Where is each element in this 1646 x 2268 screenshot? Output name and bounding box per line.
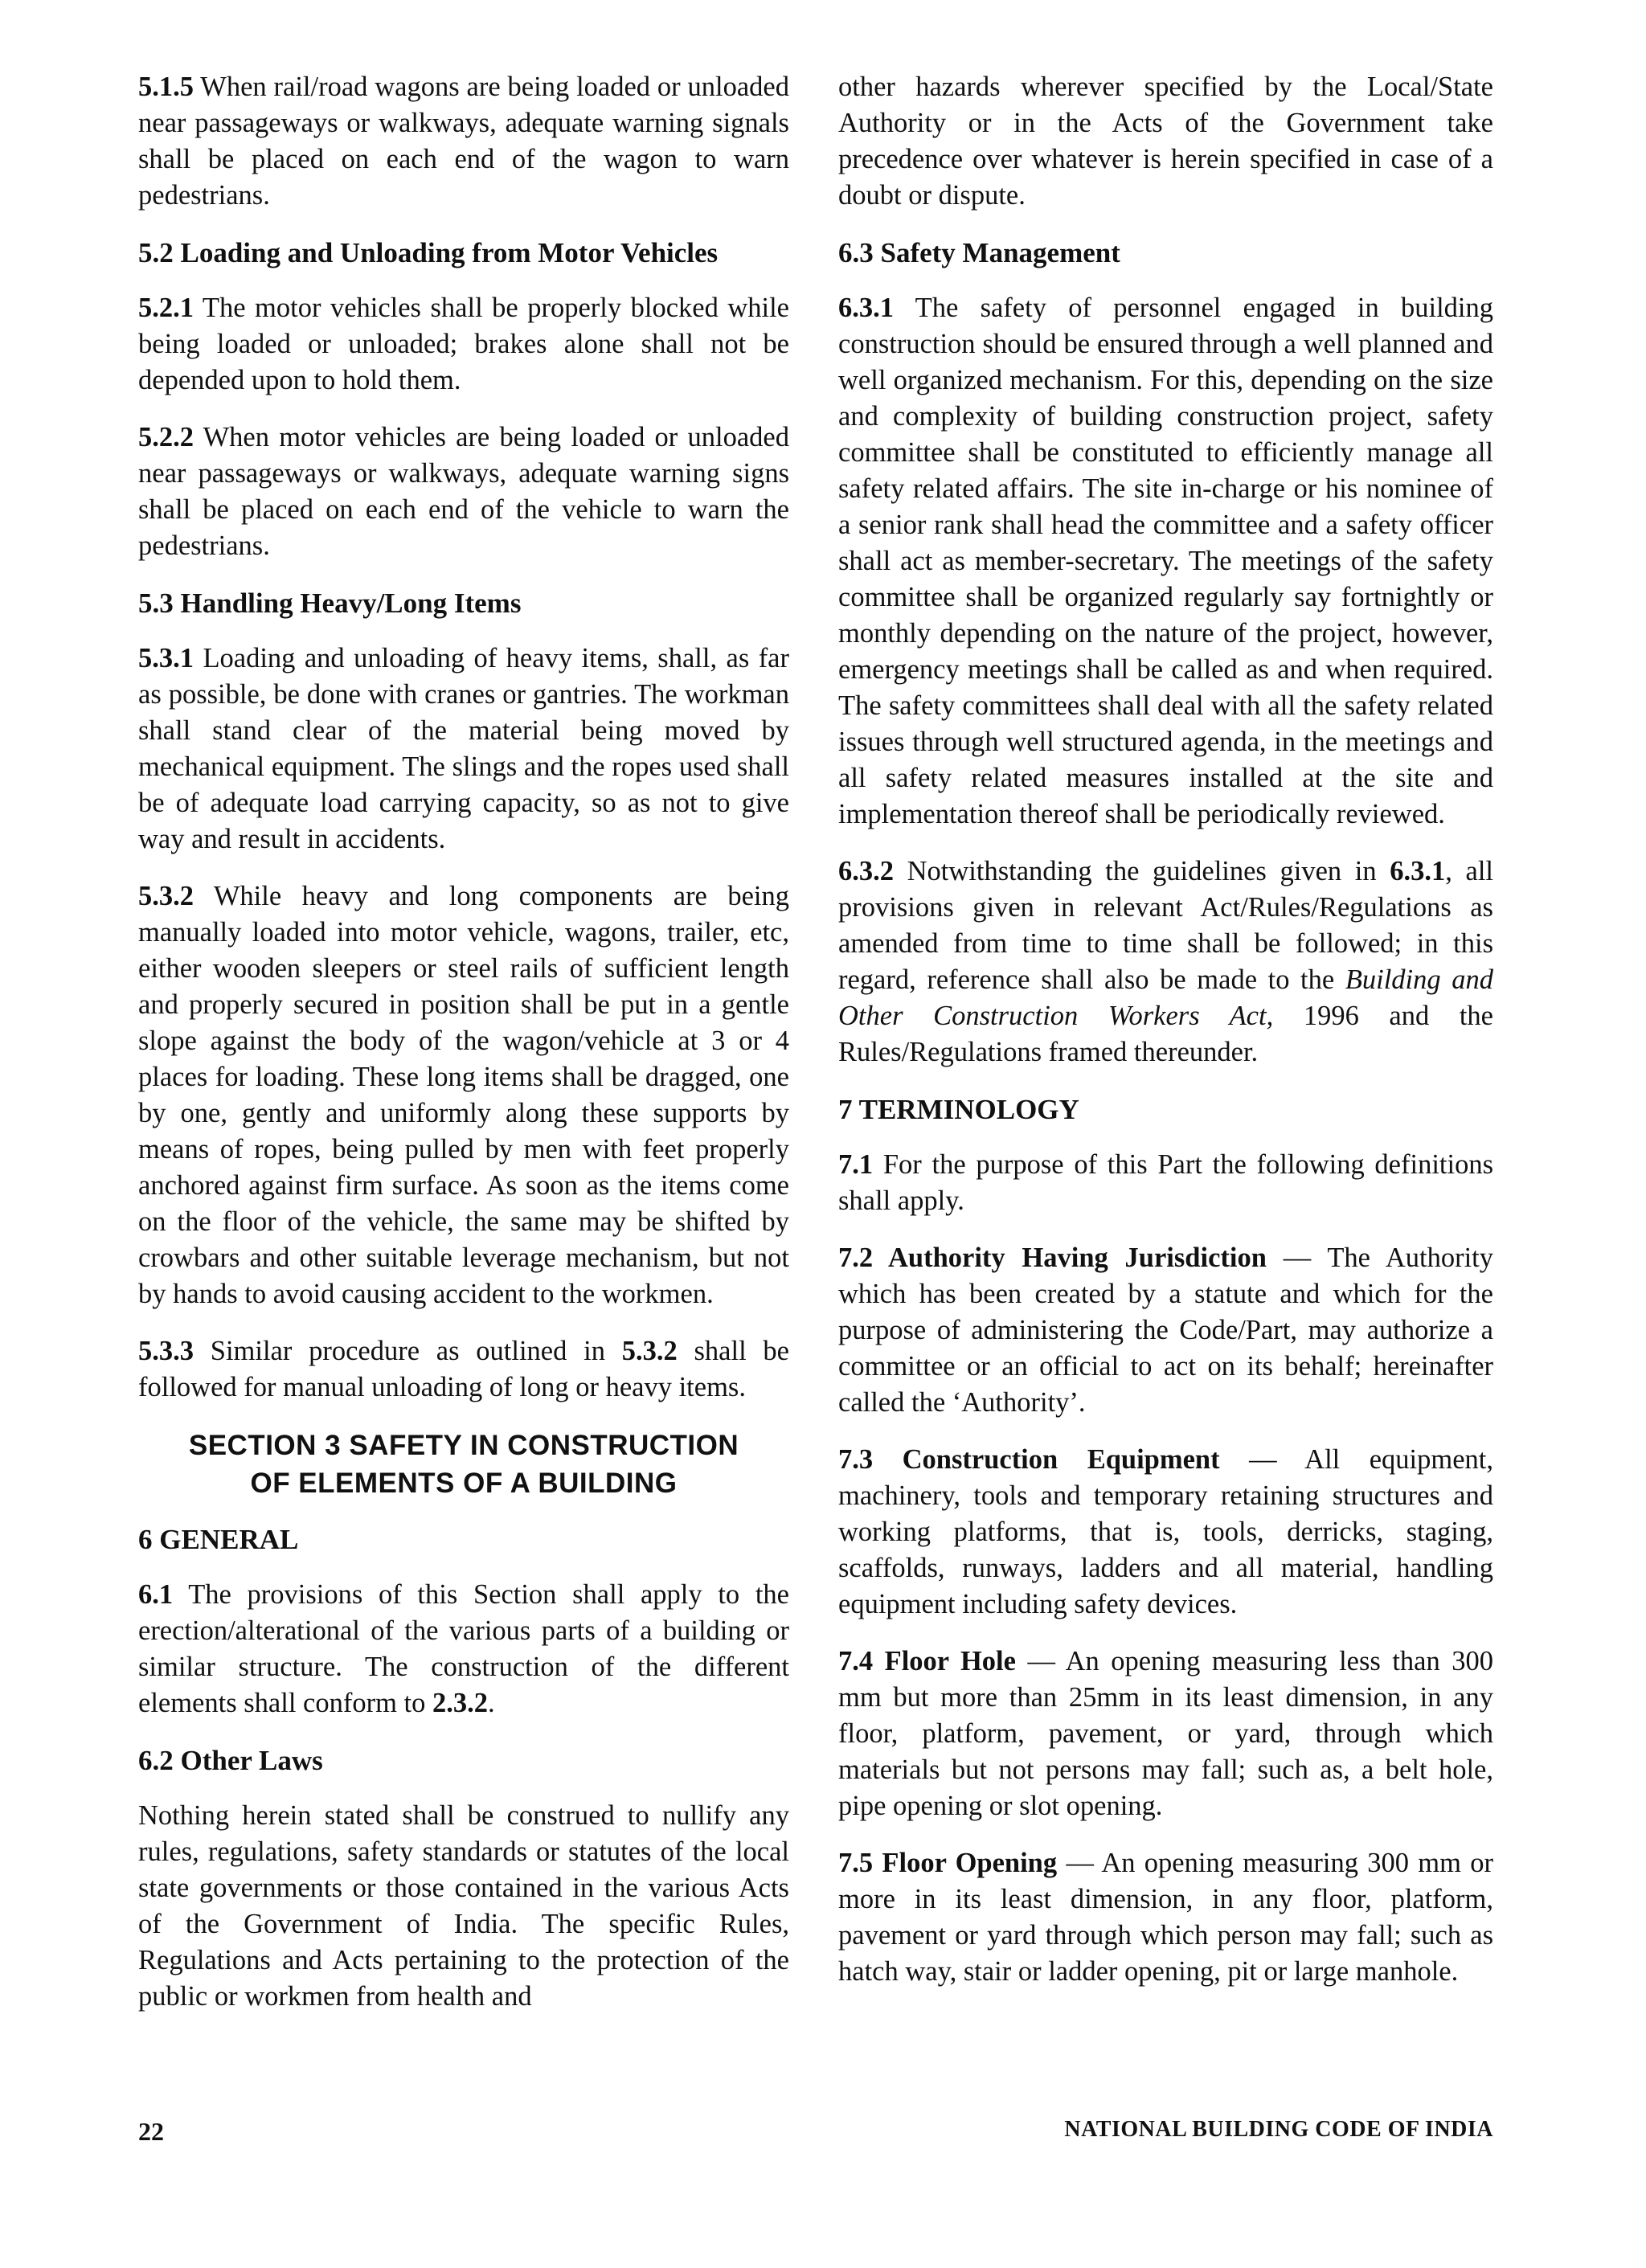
clause-6-3-2: 6.3.2 Notwithstanding the guidelines given in 6.3.1, all provisions given in relevant Act/Rules/Regulations as amended from time to time shall be followed; in this regard, reference shall also be made to the Building and Other Construction Workers Act, 1996 and the Rules/Regulations framed thereunder. xyxy=(838,856,1494,1067)
heading-6-3: 6.3 Safety Management xyxy=(838,237,1120,268)
heading-6: 6 GENERAL xyxy=(138,1524,299,1555)
clause-6-2-text: Nothing herein stated shall be construed to nullify any rules, regulations, safety standards or statutes of the local state governments or those contained in the various Acts of the Government of India. The specific Rules, Regulations and Acts pertaining to the protection of the public or workmen from health and xyxy=(138,1800,789,2012)
clause-6-1: 6.1 The provisions of this Section shall apply to the erection/alterational of the various parts of a building or similar structure. The construction of the different elements shall conform to 2.3.2. xyxy=(138,1579,789,1718)
definition-7-4: 7.4 Floor Hole — An opening measuring less than 300 mm but more than 25mm in its least dimension, in any floor, platform, pavement, or yard, through which materials but not persons may fall; such as, a belt hole, pipe opening or slot opening. xyxy=(838,1646,1493,1821)
clause-5-2-2: 5.2.2 When motor vehicles are being loaded or unloaded near passageways or walkways, adequate warning signs shall be placed on each end of the vehicle to warn the pedestrians. xyxy=(138,422,789,561)
clause-6-2-continued: other hazards wherever specified by the Local/State Authority or in the Acts of the Government take precedence over whatever is herein specified in case of a doubt or dispute. xyxy=(838,72,1493,211)
heading-5-3: 5.3 Handling Heavy/Long Items xyxy=(138,587,522,619)
definition-7-3: 7.3 Construction Equipment — All equipment, machinery, tools and temporary retaining structures and working platforms, that is, tools, derricks, staging, scaffolds, runways, ladders and all material, handling equipment including safety devices. xyxy=(838,1444,1493,1619)
left-column xyxy=(138,69,789,2015)
definition-7-2: 7.2 Authority Having Jurisdiction — The Authority which has been created by a statute and which for the purpose of administering the Code/Part, may authorize a committee or an official to act on its behalf; hereinafter called the ‘Authority’. xyxy=(838,1242,1493,1418)
running-footer-title: NATIONAL BUILDING CODE OF INDIA xyxy=(1064,2117,1493,2142)
clause-6-3-1: 6.3.1 The safety of personnel engaged in building construction should be ensured through a well planned and well organized mechanism. For this, depending on the size and complexity of building construction project, safety committee shall be constituted to efficiently manage all safety related affairs. The site in-charge or his nominee of a senior rank shall head the committee and a safety officer shall act as member-secretary. The meetings of the safety committee shall be organized regularly say fortnightly or monthly depending on the nature of the project, however, emergency meetings shall be called as and when required. The safety committees shall deal with all the safety related issues through well structured agenda, in the meetings and all safety related measures installed at the site and implementation thereof shall be periodically reviewed. xyxy=(838,293,1493,829)
right-column xyxy=(838,69,1493,1990)
clause-5-3-2: 5.3.2 While heavy and long components are being manually loaded into motor vehicle, wagons, trailer, etc, either wooden sleepers or steel rails of sufficient length and properly secured in position shall be put in a gentle slope against the body of the wagon/vehicle at 3 or 4 places for loading. These long items shall be dragged, one by one, gently and uniformly along these supports by means of ropes, being pulled by men with feet properly anchored against firm surface. As soon as the items come on the floor of the vehicle, the same may be shifted by crowbars and other suitable leverage mechanism, but not by hands to avoid causing accident to the workmen. xyxy=(138,881,789,1309)
page-number: 22 xyxy=(138,2117,164,2146)
heading-7: 7 TERMINOLOGY xyxy=(838,1094,1079,1125)
definition-7-5: 7.5 Floor Opening — An opening measuring 300 mm or more in its least dimension, in any floor, platform, pavement or yard through which person may fall; such as hatch way, stair or ladder opening, pit or large manhole. xyxy=(838,1848,1494,1987)
clause-5-1-5: 5.1.5 When rail/road wagons are being loaded or unloaded near passageways or walkways, adequate warning signals shall be placed on each end of the wagon to warn pedestrians. xyxy=(138,72,789,211)
clause-5-3-1: 5.3.1 Loading and unloading of heavy items, shall, as far as possible, be done with cranes or gantries. The workman shall stand clear of the material being moved by mechanical equipment. The slings and the ropes used shall be of adequate load carrying capacity, so as not to give way and result in accidents. xyxy=(138,643,789,854)
heading-6-2: 6.2 Other Laws xyxy=(138,1745,323,1776)
clause-5-2-1: 5.2.1 The motor vehicles shall be properly blocked while being loaded or unloaded; brakes alone shall not be depended upon to hold them. xyxy=(138,293,789,395)
section-3-heading: SECTION 3 SAFETY IN CONSTRUCTION OF ELEMENTS OF A BUILDING xyxy=(188,1430,739,1499)
heading-5-2: 5.2 Loading and Unloading from Motor Vehicles xyxy=(138,237,719,268)
clause-7-1: 7.1 For the purpose of this Part the following definitions shall apply. xyxy=(838,1149,1494,1216)
clause-5-3-3: 5.3.3 Similar procedure as outlined in 5.3.2 shall be followed for manual unloading of long or heavy items. xyxy=(138,1336,789,1402)
